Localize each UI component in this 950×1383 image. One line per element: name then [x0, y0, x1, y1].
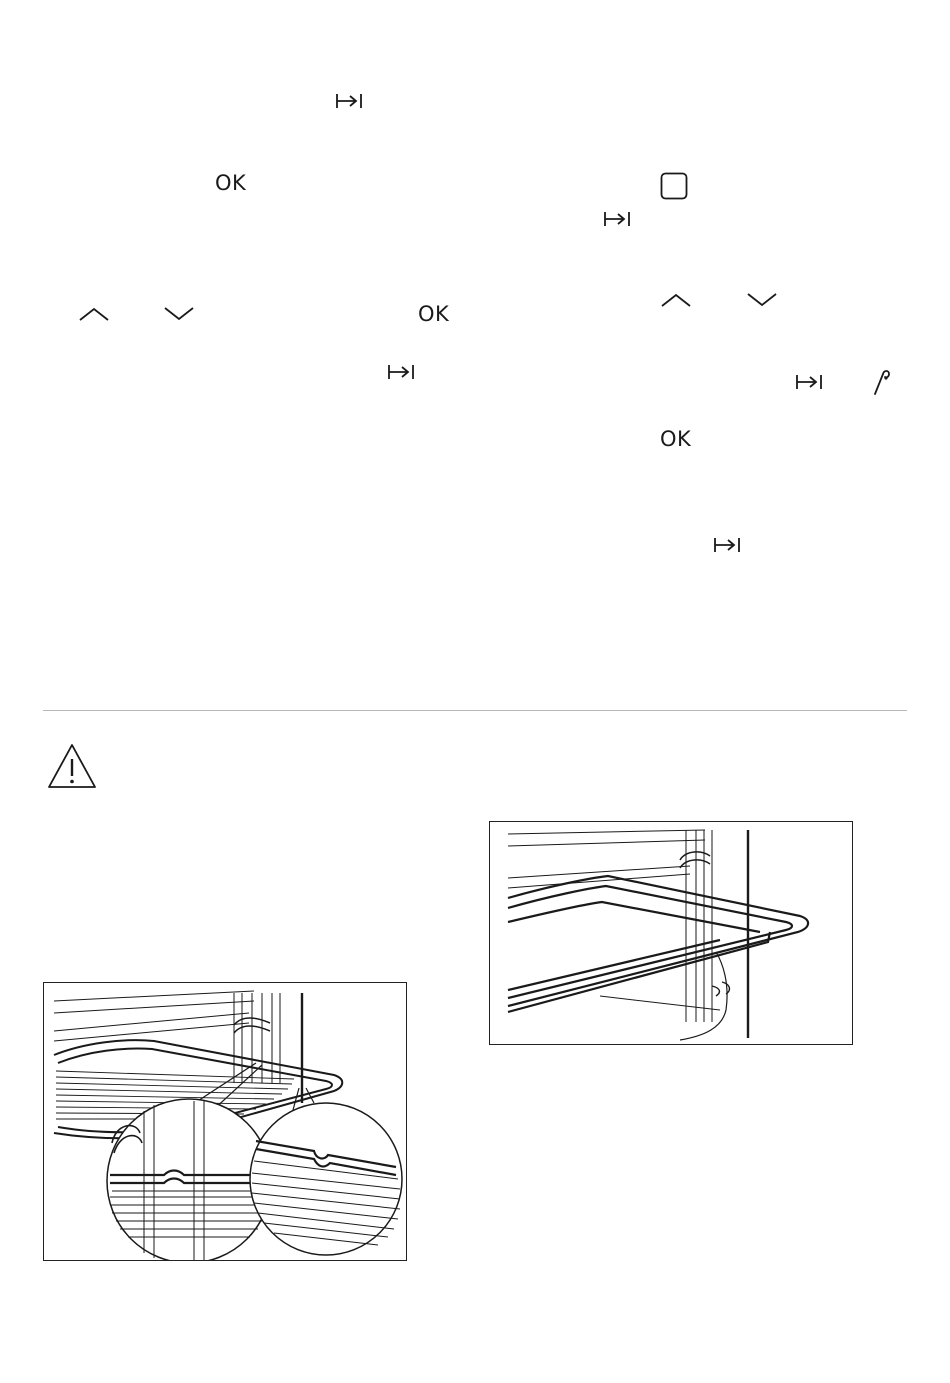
tab-icon	[387, 361, 415, 383]
chevron-up-icon	[660, 292, 692, 308]
ok-label: OK	[660, 427, 692, 451]
deep-pan-illustration	[489, 821, 853, 1045]
tab-icon	[603, 208, 631, 230]
wire-shelf-detail-illustration	[43, 982, 407, 1261]
warning-icon	[46, 742, 98, 790]
square-icon	[660, 172, 688, 200]
tab-icon	[795, 371, 823, 393]
chevron-down-icon	[163, 306, 195, 322]
chevron-up-icon	[78, 306, 110, 322]
ok-label: OK	[215, 171, 247, 195]
meat-probe-icon	[872, 368, 894, 396]
tab-icon	[335, 90, 363, 112]
ok-label: OK	[418, 302, 450, 326]
tab-icon	[713, 534, 741, 556]
chevron-down-icon	[746, 292, 778, 308]
section-divider	[43, 710, 907, 711]
